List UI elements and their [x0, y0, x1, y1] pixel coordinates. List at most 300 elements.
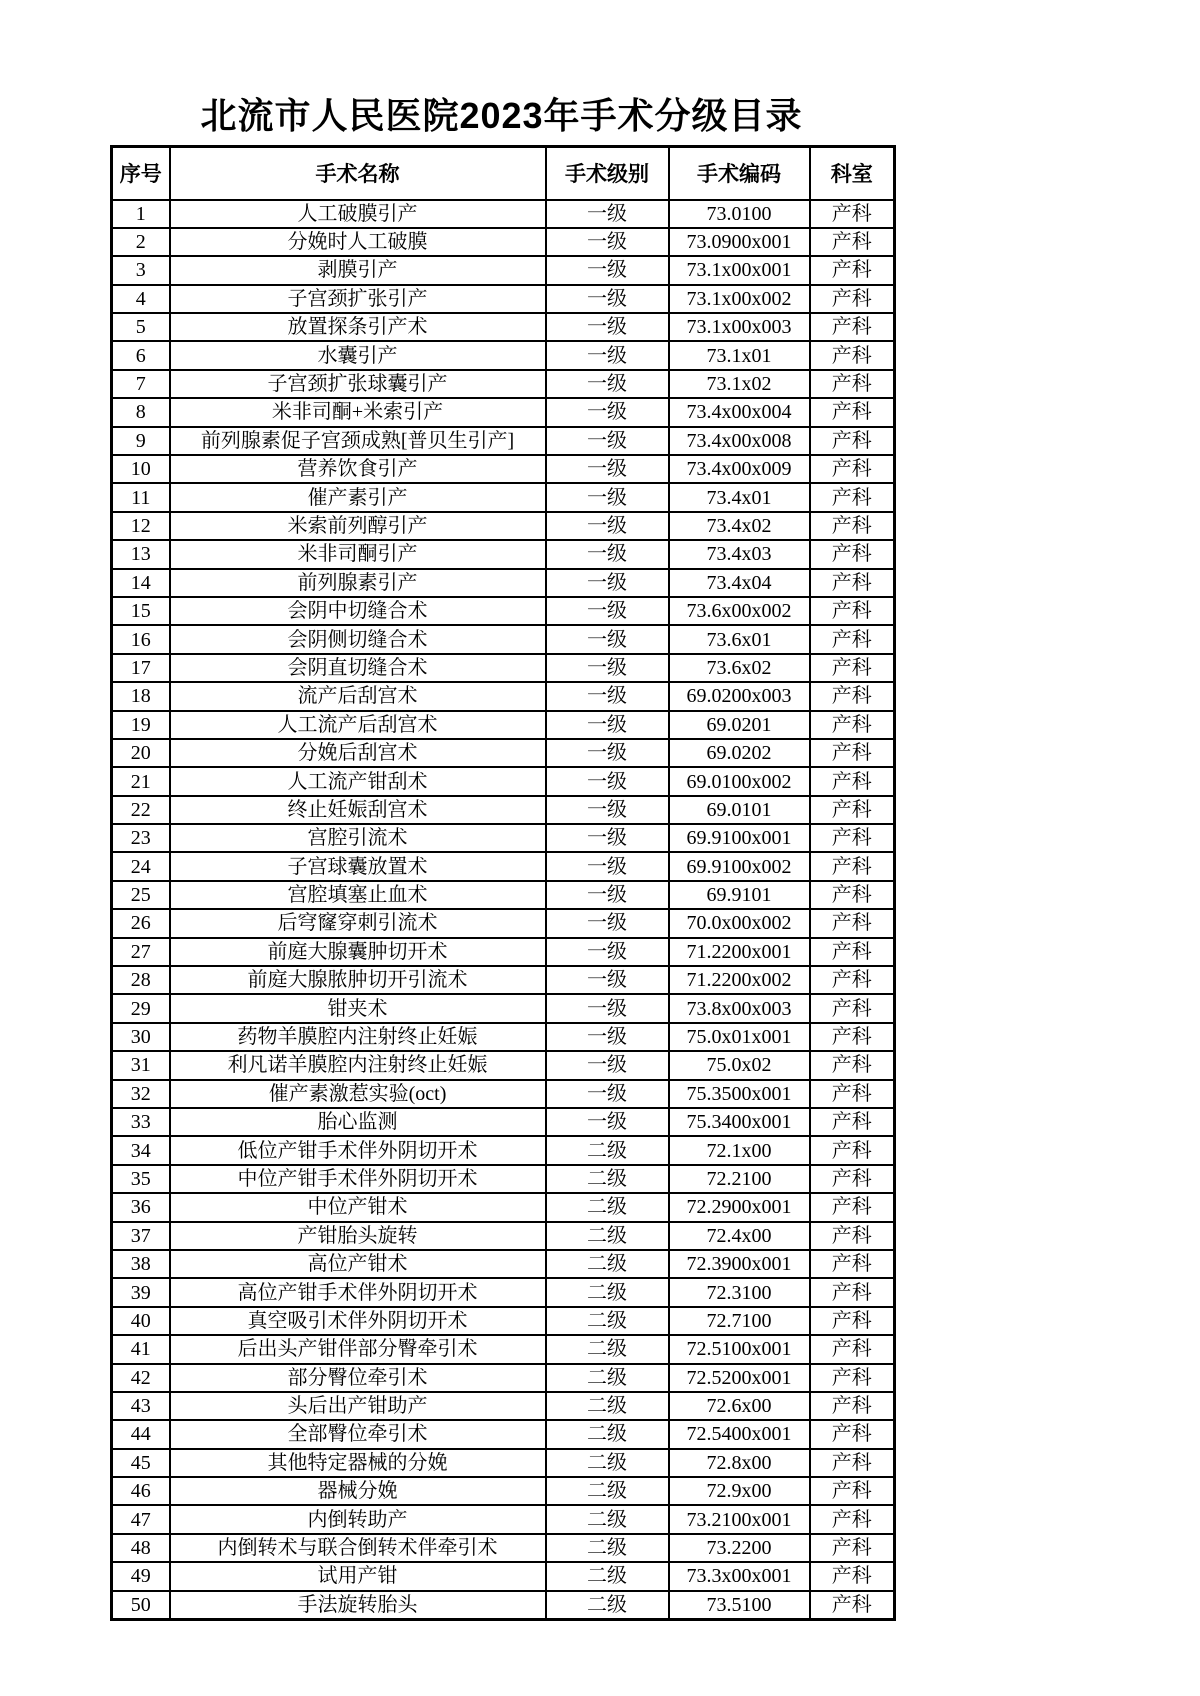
cell-code: 73.4x00x004	[669, 398, 810, 426]
cell-department: 产科	[810, 1080, 895, 1108]
table-row	[112, 994, 895, 1022]
cell-seq: 7	[112, 370, 170, 398]
table-row	[112, 313, 895, 341]
table-row	[112, 739, 895, 767]
cell-name: 放置探条引产术	[170, 313, 546, 341]
table-header-row	[112, 147, 895, 200]
cell-code: 69.0200x003	[669, 682, 810, 710]
cell-code: 73.4x02	[669, 512, 810, 540]
cell-seq: 13	[112, 540, 170, 568]
cell-code: 73.6x01	[669, 625, 810, 653]
cell-department: 产科	[810, 1335, 895, 1363]
cell-department: 产科	[810, 540, 895, 568]
cell-department: 产科	[810, 739, 895, 767]
cell-level: 二级	[546, 1364, 669, 1392]
cell-seq: 29	[112, 994, 170, 1022]
cell-code: 72.1x00	[669, 1136, 810, 1164]
cell-code: 75.0x01x001	[669, 1023, 810, 1051]
cell-name: 其他特定器械的分娩	[170, 1449, 546, 1477]
cell-name: 会阴直切缝合术	[170, 654, 546, 682]
cell-seq: 33	[112, 1108, 170, 1136]
cell-name: 胎心监测	[170, 1108, 546, 1136]
table-row	[112, 796, 895, 824]
cell-name: 低位产钳手术伴外阴切开术	[170, 1136, 546, 1164]
cell-seq: 28	[112, 966, 170, 994]
cell-seq: 19	[112, 711, 170, 739]
cell-level: 二级	[546, 1222, 669, 1250]
table-row	[112, 540, 895, 568]
cell-department: 产科	[810, 682, 895, 710]
cell-name: 分娩后刮宫术	[170, 739, 546, 767]
cell-name: 会阴中切缝合术	[170, 597, 546, 625]
cell-code: 73.4x03	[669, 540, 810, 568]
cell-seq: 4	[112, 285, 170, 313]
cell-name: 真空吸引术伴外阴切开术	[170, 1307, 546, 1335]
cell-department: 产科	[810, 1222, 895, 1250]
cell-code: 73.5100	[669, 1591, 810, 1619]
table-row	[112, 1108, 895, 1136]
cell-code: 72.5100x001	[669, 1335, 810, 1363]
table-row	[112, 1449, 895, 1477]
table-row	[112, 427, 895, 455]
cell-seq: 23	[112, 824, 170, 852]
cell-code: 72.8x00	[669, 1449, 810, 1477]
cell-seq: 14	[112, 569, 170, 597]
cell-code: 69.0202	[669, 739, 810, 767]
cell-department: 产科	[810, 370, 895, 398]
table-row	[112, 597, 895, 625]
cell-department: 产科	[810, 994, 895, 1022]
cell-code: 73.1x00x003	[669, 313, 810, 341]
cell-level: 一级	[546, 994, 669, 1022]
table-row	[112, 852, 895, 880]
cell-code: 73.1x00x002	[669, 285, 810, 313]
cell-code: 72.3100	[669, 1278, 810, 1306]
cell-name: 后穹窿穿刺引流术	[170, 909, 546, 937]
table-row	[112, 1420, 895, 1448]
table-row	[112, 1051, 895, 1079]
cell-seq: 16	[112, 625, 170, 653]
cell-seq: 34	[112, 1136, 170, 1164]
table-row	[112, 938, 895, 966]
cell-level: 一级	[546, 228, 669, 256]
cell-name: 子宫颈扩张引产	[170, 285, 546, 313]
cell-name: 利凡诺羊膜腔内注射终止妊娠	[170, 1051, 546, 1079]
cell-name: 试用产钳	[170, 1562, 546, 1590]
cell-seq: 36	[112, 1193, 170, 1221]
table-row	[112, 200, 895, 228]
cell-name: 中位产钳术	[170, 1193, 546, 1221]
cell-code: 73.6x02	[669, 654, 810, 682]
cell-code: 69.9101	[669, 881, 810, 909]
cell-department: 产科	[810, 1165, 895, 1193]
cell-name: 米非司酮+米索引产	[170, 398, 546, 426]
cell-department: 产科	[810, 1193, 895, 1221]
column-header-name: 手术名称	[170, 147, 546, 200]
column-header-code: 手术编码	[669, 147, 810, 200]
cell-department: 产科	[810, 597, 895, 625]
cell-name: 手法旋转胎头	[170, 1591, 546, 1619]
table-row	[112, 824, 895, 852]
cell-seq: 49	[112, 1562, 170, 1590]
cell-seq: 11	[112, 483, 170, 511]
cell-level: 二级	[546, 1250, 669, 1278]
cell-level: 二级	[546, 1534, 669, 1562]
cell-department: 产科	[810, 1307, 895, 1335]
column-header-department: 科室	[810, 147, 895, 200]
table-row	[112, 569, 895, 597]
cell-department: 产科	[810, 1449, 895, 1477]
cell-level: 二级	[546, 1505, 669, 1533]
cell-level: 一级	[546, 767, 669, 795]
cell-code: 72.2900x001	[669, 1193, 810, 1221]
cell-level: 一级	[546, 796, 669, 824]
cell-seq: 5	[112, 313, 170, 341]
cell-name: 米索前列醇引产	[170, 512, 546, 540]
cell-name: 会阴侧切缝合术	[170, 625, 546, 653]
cell-level: 一级	[546, 569, 669, 597]
cell-level: 二级	[546, 1136, 669, 1164]
cell-name: 宫腔填塞止血术	[170, 881, 546, 909]
cell-code: 73.4x00x009	[669, 455, 810, 483]
cell-name: 前庭大腺脓肿切开引流术	[170, 966, 546, 994]
cell-seq: 1	[112, 200, 170, 228]
cell-department: 产科	[810, 455, 895, 483]
cell-department: 产科	[810, 654, 895, 682]
cell-level: 一级	[546, 483, 669, 511]
cell-department: 产科	[810, 313, 895, 341]
table-row	[112, 285, 895, 313]
cell-level: 二级	[546, 1278, 669, 1306]
cell-level: 二级	[546, 1165, 669, 1193]
cell-seq: 35	[112, 1165, 170, 1193]
cell-code: 72.2100	[669, 1165, 810, 1193]
cell-code: 75.3500x001	[669, 1080, 810, 1108]
cell-department: 产科	[810, 1591, 895, 1619]
table-row	[112, 625, 895, 653]
cell-level: 一级	[546, 200, 669, 228]
cell-seq: 50	[112, 1591, 170, 1619]
cell-seq: 27	[112, 938, 170, 966]
cell-name: 子宫球囊放置术	[170, 852, 546, 880]
cell-seq: 3	[112, 256, 170, 284]
table-row	[112, 455, 895, 483]
cell-department: 产科	[810, 909, 895, 937]
cell-code: 73.1x02	[669, 370, 810, 398]
cell-department: 产科	[810, 512, 895, 540]
cell-code: 73.1x00x001	[669, 256, 810, 284]
cell-seq: 31	[112, 1051, 170, 1079]
cell-department: 产科	[810, 1108, 895, 1136]
cell-level: 一级	[546, 654, 669, 682]
table-row	[112, 1477, 895, 1505]
cell-level: 一级	[546, 540, 669, 568]
cell-level: 一级	[546, 881, 669, 909]
cell-seq: 10	[112, 455, 170, 483]
table-row	[112, 966, 895, 994]
cell-department: 产科	[810, 285, 895, 313]
cell-code: 72.5400x001	[669, 1420, 810, 1448]
cell-level: 一级	[546, 1108, 669, 1136]
cell-code: 72.5200x001	[669, 1364, 810, 1392]
cell-level: 二级	[546, 1307, 669, 1335]
cell-level: 一级	[546, 1023, 669, 1051]
cell-department: 产科	[810, 1534, 895, 1562]
cell-level: 一级	[546, 909, 669, 937]
cell-level: 一级	[546, 1080, 669, 1108]
cell-level: 一级	[546, 739, 669, 767]
cell-level: 二级	[546, 1449, 669, 1477]
cell-level: 一级	[546, 824, 669, 852]
cell-seq: 2	[112, 228, 170, 256]
cell-name: 人工破膜引产	[170, 200, 546, 228]
cell-department: 产科	[810, 569, 895, 597]
cell-department: 产科	[810, 228, 895, 256]
cell-name: 前庭大腺囊肿切开术	[170, 938, 546, 966]
cell-seq: 47	[112, 1505, 170, 1533]
cell-name: 人工流产后刮宫术	[170, 711, 546, 739]
cell-department: 产科	[810, 1392, 895, 1420]
table-row	[112, 1364, 895, 1392]
cell-seq: 17	[112, 654, 170, 682]
cell-seq: 21	[112, 767, 170, 795]
cell-department: 产科	[810, 398, 895, 426]
table-row	[112, 1534, 895, 1562]
cell-level: 二级	[546, 1420, 669, 1448]
cell-name: 药物羊膜腔内注射终止妊娠	[170, 1023, 546, 1051]
cell-seq: 15	[112, 597, 170, 625]
table-row	[112, 1222, 895, 1250]
cell-level: 一级	[546, 427, 669, 455]
table-row	[112, 767, 895, 795]
table-row	[112, 370, 895, 398]
cell-code: 69.0201	[669, 711, 810, 739]
cell-seq: 41	[112, 1335, 170, 1363]
cell-department: 产科	[810, 341, 895, 369]
cell-department: 产科	[810, 796, 895, 824]
cell-code: 73.3x00x001	[669, 1562, 810, 1590]
table-body	[112, 200, 895, 1620]
cell-code: 75.3400x001	[669, 1108, 810, 1136]
cell-level: 一级	[546, 455, 669, 483]
cell-name: 催产素引产	[170, 483, 546, 511]
table-row	[112, 341, 895, 369]
table-row	[112, 1250, 895, 1278]
cell-department: 产科	[810, 881, 895, 909]
cell-seq: 20	[112, 739, 170, 767]
cell-level: 二级	[546, 1591, 669, 1619]
cell-code: 71.2200x002	[669, 966, 810, 994]
cell-code: 73.6x00x002	[669, 597, 810, 625]
cell-name: 前列腺素引产	[170, 569, 546, 597]
cell-name: 子宫颈扩张球囊引产	[170, 370, 546, 398]
cell-name: 营养饮食引产	[170, 455, 546, 483]
table-row	[112, 881, 895, 909]
cell-name: 米非司酮引产	[170, 540, 546, 568]
cell-seq: 37	[112, 1222, 170, 1250]
cell-code: 72.7100	[669, 1307, 810, 1335]
cell-seq: 42	[112, 1364, 170, 1392]
table-row	[112, 711, 895, 739]
cell-code: 69.0100x002	[669, 767, 810, 795]
cell-code: 72.3900x001	[669, 1250, 810, 1278]
cell-code: 73.4x04	[669, 569, 810, 597]
cell-code: 69.9100x001	[669, 824, 810, 852]
cell-name: 器械分娩	[170, 1477, 546, 1505]
cell-seq: 6	[112, 341, 170, 369]
cell-level: 一级	[546, 256, 669, 284]
cell-department: 产科	[810, 1023, 895, 1051]
cell-seq: 48	[112, 1534, 170, 1562]
cell-level: 一级	[546, 682, 669, 710]
cell-name: 水囊引产	[170, 341, 546, 369]
cell-department: 产科	[810, 1051, 895, 1079]
cell-seq: 22	[112, 796, 170, 824]
cell-name: 流产后刮宫术	[170, 682, 546, 710]
cell-seq: 32	[112, 1080, 170, 1108]
cell-seq: 44	[112, 1420, 170, 1448]
cell-department: 产科	[810, 625, 895, 653]
cell-level: 一级	[546, 1051, 669, 1079]
cell-code: 70.0x00x002	[669, 909, 810, 937]
cell-code: 73.8x00x003	[669, 994, 810, 1022]
cell-department: 产科	[810, 938, 895, 966]
cell-level: 一级	[546, 313, 669, 341]
cell-seq: 25	[112, 881, 170, 909]
cell-department: 产科	[810, 1420, 895, 1448]
cell-department: 产科	[810, 1477, 895, 1505]
cell-name: 前列腺素促子宫颈成熟[普贝生引产]	[170, 427, 546, 455]
cell-department: 产科	[810, 824, 895, 852]
cell-code: 69.0101	[669, 796, 810, 824]
cell-level: 一级	[546, 938, 669, 966]
cell-level: 一级	[546, 852, 669, 880]
table-row	[112, 1562, 895, 1590]
cell-name: 头后出产钳助产	[170, 1392, 546, 1420]
cell-code: 71.2200x001	[669, 938, 810, 966]
cell-department: 产科	[810, 1250, 895, 1278]
cell-code: 73.4x01	[669, 483, 810, 511]
cell-seq: 9	[112, 427, 170, 455]
cell-level: 二级	[546, 1477, 669, 1505]
table-row	[112, 682, 895, 710]
table-row	[112, 1165, 895, 1193]
table-row	[112, 1193, 895, 1221]
cell-department: 产科	[810, 427, 895, 455]
cell-code: 72.4x00	[669, 1222, 810, 1250]
table-row	[112, 483, 895, 511]
cell-level: 一级	[546, 285, 669, 313]
table-row	[112, 1591, 895, 1619]
cell-name: 内倒转术与联合倒转术伴牵引术	[170, 1534, 546, 1562]
cell-department: 产科	[810, 1562, 895, 1590]
table-row	[112, 398, 895, 426]
cell-code: 73.2200	[669, 1534, 810, 1562]
table-row	[112, 909, 895, 937]
cell-level: 二级	[546, 1562, 669, 1590]
cell-level: 一级	[546, 512, 669, 540]
page-title: 北流市人民医院2023年手术分级目录	[200, 95, 803, 136]
cell-name: 催产素激惹实验(oct)	[170, 1080, 546, 1108]
table-row	[112, 512, 895, 540]
table-row	[112, 1023, 895, 1051]
table-row	[112, 228, 895, 256]
cell-code: 73.0900x001	[669, 228, 810, 256]
table-row	[112, 1392, 895, 1420]
cell-name: 高位产钳手术伴外阴切开术	[170, 1278, 546, 1306]
cell-level: 一级	[546, 341, 669, 369]
cell-name: 中位产钳手术伴外阴切开术	[170, 1165, 546, 1193]
cell-level: 二级	[546, 1193, 669, 1221]
cell-seq: 12	[112, 512, 170, 540]
cell-code: 75.0x02	[669, 1051, 810, 1079]
cell-seq: 40	[112, 1307, 170, 1335]
cell-department: 产科	[810, 1364, 895, 1392]
table-row	[112, 1080, 895, 1108]
column-header-level: 手术级别	[546, 147, 669, 200]
cell-name: 高位产钳术	[170, 1250, 546, 1278]
cell-seq: 30	[112, 1023, 170, 1051]
table-row	[112, 1307, 895, 1335]
cell-level: 二级	[546, 1392, 669, 1420]
cell-level: 一级	[546, 398, 669, 426]
cell-name: 部分臀位牵引术	[170, 1364, 546, 1392]
cell-level: 一级	[546, 370, 669, 398]
cell-seq: 38	[112, 1250, 170, 1278]
cell-department: 产科	[810, 767, 895, 795]
cell-name: 剥膜引产	[170, 256, 546, 284]
cell-name: 分娩时人工破膜	[170, 228, 546, 256]
cell-seq: 24	[112, 852, 170, 880]
cell-seq: 39	[112, 1278, 170, 1306]
table-row	[112, 1505, 895, 1533]
cell-seq: 43	[112, 1392, 170, 1420]
cell-department: 产科	[810, 711, 895, 739]
cell-seq: 45	[112, 1449, 170, 1477]
cell-seq: 18	[112, 682, 170, 710]
cell-name: 人工流产钳刮术	[170, 767, 546, 795]
cell-level: 一级	[546, 711, 669, 739]
cell-code: 73.1x01	[669, 341, 810, 369]
cell-level: 一级	[546, 625, 669, 653]
cell-department: 产科	[810, 200, 895, 228]
cell-department: 产科	[810, 256, 895, 284]
cell-name: 后出头产钳伴部分臀牵引术	[170, 1335, 546, 1363]
cell-department: 产科	[810, 1505, 895, 1533]
cell-name: 产钳胎头旋转	[170, 1222, 546, 1250]
surgery-catalog-table	[110, 145, 896, 1621]
column-header-seq: 序号	[112, 147, 170, 200]
table-row	[112, 1335, 895, 1363]
cell-name: 钳夹术	[170, 994, 546, 1022]
cell-department: 产科	[810, 1136, 895, 1164]
cell-level: 一级	[546, 966, 669, 994]
cell-seq: 26	[112, 909, 170, 937]
cell-code: 73.2100x001	[669, 1505, 810, 1533]
cell-seq: 46	[112, 1477, 170, 1505]
cell-code: 73.0100	[669, 200, 810, 228]
table-row	[112, 1278, 895, 1306]
cell-level: 二级	[546, 1335, 669, 1363]
cell-code: 72.6x00	[669, 1392, 810, 1420]
cell-department: 产科	[810, 852, 895, 880]
cell-level: 一级	[546, 597, 669, 625]
table-row	[112, 1136, 895, 1164]
table-row	[112, 654, 895, 682]
cell-code: 69.9100x002	[669, 852, 810, 880]
cell-name: 宫腔引流术	[170, 824, 546, 852]
cell-code: 73.4x00x008	[669, 427, 810, 455]
